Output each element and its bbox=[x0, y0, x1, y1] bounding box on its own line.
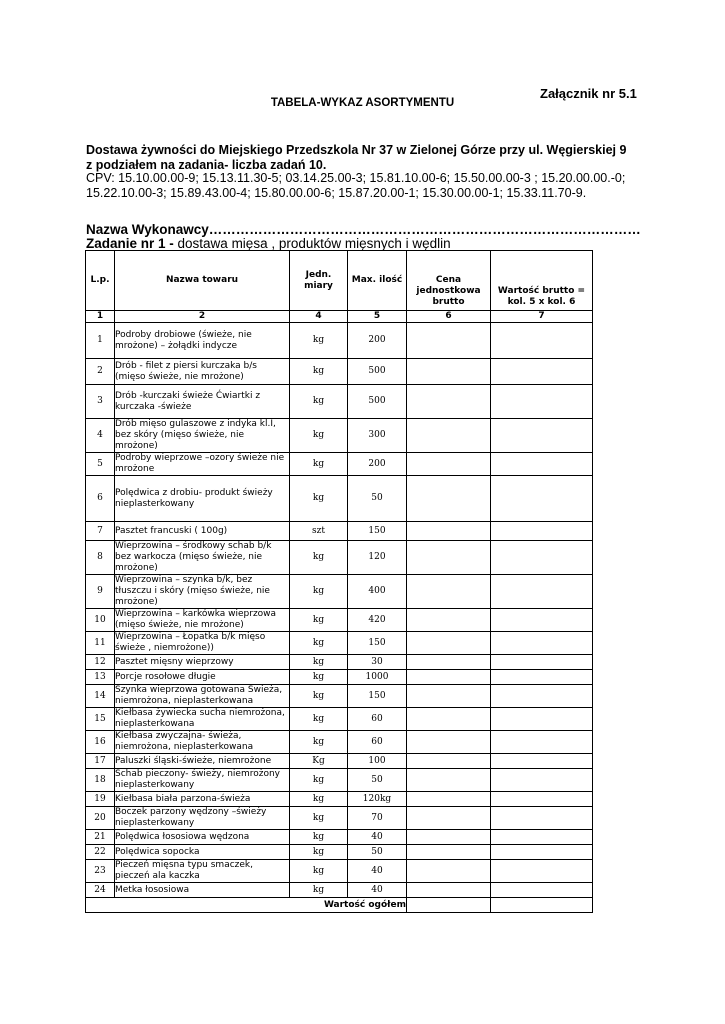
table-row bbox=[86, 541, 593, 575]
unit-price-cell[interactable] bbox=[407, 807, 491, 830]
max-quantity: 1000 bbox=[348, 670, 407, 685]
gross-value-cell[interactable] bbox=[491, 807, 593, 830]
max-quantity: 200 bbox=[348, 323, 407, 359]
product-name: Szynka wieprzowa gotowana Świeża, niemrożona, nieplasterkowana bbox=[115, 685, 290, 708]
gross-value-cell[interactable] bbox=[491, 575, 593, 609]
row-number: 23 bbox=[86, 860, 115, 883]
max-quantity: 40 bbox=[348, 860, 407, 883]
total-value-cell[interactable] bbox=[491, 898, 593, 913]
column-number: 5 bbox=[348, 311, 407, 323]
unit-of-measure: kg bbox=[290, 655, 348, 670]
unit-price-cell[interactable] bbox=[407, 632, 491, 655]
header-max-quantity: Max. ilość bbox=[348, 251, 407, 311]
product-name: Boczek parzony wędzony –świeży nieplasterkowany bbox=[115, 807, 290, 830]
document-title: TABELA-WYKAZ ASORTYMENTU bbox=[270, 97, 455, 109]
row-number: 7 bbox=[86, 522, 115, 541]
product-name: Pasztet mięsny wieprzowy bbox=[115, 655, 290, 670]
unit-price-cell[interactable] bbox=[407, 323, 491, 359]
unit-price-cell[interactable] bbox=[407, 385, 491, 419]
unit-price-cell[interactable] bbox=[407, 860, 491, 883]
row-number: 12 bbox=[86, 655, 115, 670]
cpv-line-1: CPV: 15.10.00.00-9; 15.13.11.30-5; 03.14.25.00-3; 15.81.10.00-6; 15.50.00.00-3 ; 15.20.00.00.-0; bbox=[86, 171, 626, 185]
gross-value-cell[interactable] bbox=[491, 476, 593, 522]
row-number: 14 bbox=[86, 685, 115, 708]
unit-of-measure: kg bbox=[290, 323, 348, 359]
row-number: 24 bbox=[86, 883, 115, 898]
gross-value-cell[interactable] bbox=[491, 453, 593, 476]
unit-price-cell[interactable] bbox=[407, 453, 491, 476]
row-number: 15 bbox=[86, 708, 115, 731]
max-quantity: 40 bbox=[348, 830, 407, 845]
column-number: 7 bbox=[491, 311, 593, 323]
unit-price-cell[interactable] bbox=[407, 769, 491, 792]
product-name: Polędwica z drobiu- produkt świeży nieplasterkowany bbox=[115, 476, 290, 522]
unit-price-cell[interactable] bbox=[407, 522, 491, 541]
unit-of-measure: kg bbox=[290, 453, 348, 476]
table-row bbox=[86, 655, 593, 670]
unit-of-measure: kg bbox=[290, 685, 348, 708]
row-number: 17 bbox=[86, 754, 115, 769]
table-row bbox=[86, 670, 593, 685]
gross-value-cell[interactable] bbox=[491, 323, 593, 359]
max-quantity: 60 bbox=[348, 731, 407, 754]
product-name: Pieczeń mięsna typu smaczek, pieczeń ala kaczka bbox=[115, 860, 290, 883]
row-number: 8 bbox=[86, 541, 115, 575]
row-number: 6 bbox=[86, 476, 115, 522]
table-row bbox=[86, 522, 593, 541]
gross-value-cell[interactable] bbox=[491, 632, 593, 655]
column-number: 4 bbox=[290, 311, 348, 323]
unit-price-cell[interactable] bbox=[407, 845, 491, 860]
product-name: Paluszki śląski-świeże, niemrożone bbox=[115, 754, 290, 769]
max-quantity: 30 bbox=[348, 655, 407, 670]
unit-price-cell[interactable] bbox=[407, 541, 491, 575]
unit-of-measure: kg bbox=[290, 670, 348, 685]
table-row bbox=[86, 860, 593, 883]
table-row bbox=[86, 708, 593, 731]
max-quantity: 150 bbox=[348, 685, 407, 708]
unit-of-measure: kg bbox=[290, 860, 348, 883]
table-row bbox=[86, 453, 593, 476]
product-name: Schab pieczony- świeży, niemrożony nieplasterkowany bbox=[115, 769, 290, 792]
product-name: Porcje rosołowe długie bbox=[115, 670, 290, 685]
unit-price-cell[interactable] bbox=[407, 609, 491, 632]
unit-of-measure: kg bbox=[290, 419, 348, 453]
intro-line-1: Dostawa żywności do Miejskiego Przedszkola Nr 37 w Zielonej Górze przy ul. Węgierskiej 9 bbox=[86, 143, 627, 157]
unit-price-cell[interactable] bbox=[407, 670, 491, 685]
row-number: 13 bbox=[86, 670, 115, 685]
table-row bbox=[86, 883, 593, 898]
table-row bbox=[86, 632, 593, 655]
task-heading bbox=[86, 236, 451, 251]
product-name: Kiełbasa biała parzona-świeża bbox=[115, 792, 290, 807]
unit-price-cell[interactable] bbox=[407, 792, 491, 807]
unit-price-cell[interactable] bbox=[407, 655, 491, 670]
table-row bbox=[86, 807, 593, 830]
gross-value-cell[interactable] bbox=[491, 670, 593, 685]
unit-of-measure: kg bbox=[290, 792, 348, 807]
intro-line-2: z podziałem na zadania- liczba zadań 10. bbox=[86, 158, 327, 172]
gross-value-cell[interactable] bbox=[491, 522, 593, 541]
max-quantity: 300 bbox=[348, 419, 407, 453]
product-name: Drób mięso gulaszowe z indyka kl.I, bez skóry (mięso świeże, nie mrożone) bbox=[115, 419, 290, 453]
max-quantity: 60 bbox=[348, 708, 407, 731]
product-name: Kiełbasa żywiecka sucha niemrożona, nieplasterkowana bbox=[115, 708, 290, 731]
table-row bbox=[86, 845, 593, 860]
unit-of-measure: kg bbox=[290, 632, 348, 655]
max-quantity: 500 bbox=[348, 359, 407, 385]
unit-of-measure: kg bbox=[290, 609, 348, 632]
table-row bbox=[86, 830, 593, 845]
product-name: Metka łososiowa bbox=[115, 883, 290, 898]
table-row bbox=[86, 609, 593, 632]
total-row bbox=[86, 898, 593, 913]
unit-of-measure: kg bbox=[290, 359, 348, 385]
row-number: 21 bbox=[86, 830, 115, 845]
row-number: 22 bbox=[86, 845, 115, 860]
unit-of-measure: szt bbox=[290, 522, 348, 541]
product-name: Polędwica łososiowa wędzona bbox=[115, 830, 290, 845]
table-row bbox=[86, 731, 593, 754]
row-number: 11 bbox=[86, 632, 115, 655]
unit-price-cell[interactable] bbox=[407, 359, 491, 385]
header-unit-price: Cena jednostkowa brutto bbox=[407, 251, 491, 311]
table-row bbox=[86, 792, 593, 807]
unit-price-cell[interactable] bbox=[407, 685, 491, 708]
row-number: 1 bbox=[86, 323, 115, 359]
task-prefix: Zadanie nr 1 - bbox=[86, 236, 178, 251]
unit-price-cell[interactable] bbox=[407, 754, 491, 769]
max-quantity: 500 bbox=[348, 385, 407, 419]
gross-value-cell[interactable] bbox=[491, 708, 593, 731]
unit-of-measure: kg bbox=[290, 830, 348, 845]
max-quantity: 400 bbox=[348, 575, 407, 609]
row-number: 4 bbox=[86, 419, 115, 453]
table-row bbox=[86, 476, 593, 522]
cpv-line-2: 15.22.10.00-3; 15.89.43.00-4; 15.80.00.00-6; 15.87.20.00-1; 15.30.00.00-1; 15.33.11.70-9. bbox=[86, 186, 587, 200]
row-number: 2 bbox=[86, 359, 115, 385]
gross-value-cell[interactable] bbox=[491, 655, 593, 670]
row-number: 3 bbox=[86, 385, 115, 419]
header-unit: Jedn. miary bbox=[290, 251, 348, 311]
table-header-row bbox=[86, 251, 593, 311]
task-description: dostawa mięsa , produktów mięsnych i wędlin bbox=[177, 236, 451, 251]
gross-value-cell[interactable] bbox=[491, 359, 593, 385]
max-quantity: 150 bbox=[348, 632, 407, 655]
product-name: Drób -kurczaki świeże Ćwiartki z kurczaka -świeże bbox=[115, 385, 290, 419]
max-quantity: 40 bbox=[348, 883, 407, 898]
product-name: Podroby wieprzowe –ozory świeże nie mrożone bbox=[115, 453, 290, 476]
product-name: Wieprzowina – środkowy schab b/k bez warkocza (mięso świeże, nie mrożone) bbox=[115, 541, 290, 575]
gross-value-cell[interactable] bbox=[491, 419, 593, 453]
row-number: 19 bbox=[86, 792, 115, 807]
row-number: 20 bbox=[86, 807, 115, 830]
product-name: Kiełbasa zwyczajna- świeża, niemrożona, nieplasterkowana bbox=[115, 731, 290, 754]
total-label: Wartość ogółem bbox=[86, 898, 407, 913]
max-quantity: 420 bbox=[348, 609, 407, 632]
product-name: Wieprzowina – Łopatka b/k mięso świeże , niemrożone)) bbox=[115, 632, 290, 655]
unit-of-measure: kg bbox=[290, 807, 348, 830]
table-row bbox=[86, 385, 593, 419]
row-number: 5 bbox=[86, 453, 115, 476]
row-number: 16 bbox=[86, 731, 115, 754]
unit-of-measure: kg bbox=[290, 731, 348, 754]
max-quantity: 120 bbox=[348, 541, 407, 575]
max-quantity: 120kg bbox=[348, 792, 407, 807]
contractor-name-line: Nazwa Wykonawcy…………………………………………………………………………………… bbox=[86, 222, 641, 237]
unit-price-cell[interactable] bbox=[407, 708, 491, 731]
max-quantity: 50 bbox=[348, 845, 407, 860]
gross-value-cell[interactable] bbox=[491, 609, 593, 632]
unit-price-cell[interactable] bbox=[407, 830, 491, 845]
product-name: Drób - filet z piersi kurczaka b/s (mięso świeże, nie mrożone) bbox=[115, 359, 290, 385]
table-row bbox=[86, 359, 593, 385]
header-product-name: Nazwa towaru bbox=[115, 251, 290, 311]
header-lp: L.p. bbox=[86, 251, 115, 311]
product-name: Polędwica sopocka bbox=[115, 845, 290, 860]
gross-value-cell[interactable] bbox=[491, 792, 593, 807]
max-quantity: 70 bbox=[348, 807, 407, 830]
row-number: 9 bbox=[86, 575, 115, 609]
table-row bbox=[86, 754, 593, 769]
gross-value-cell[interactable] bbox=[491, 845, 593, 860]
gross-value-cell[interactable] bbox=[491, 731, 593, 754]
unit-of-measure: kg bbox=[290, 541, 348, 575]
table-row bbox=[86, 685, 593, 708]
column-number: 1 bbox=[86, 311, 115, 323]
gross-value-cell[interactable] bbox=[491, 860, 593, 883]
unit-price-cell[interactable] bbox=[407, 476, 491, 522]
column-number-row bbox=[86, 311, 593, 323]
gross-value-cell[interactable] bbox=[491, 883, 593, 898]
table-row bbox=[86, 575, 593, 609]
unit-price-cell[interactable] bbox=[407, 883, 491, 898]
max-quantity: 100 bbox=[348, 754, 407, 769]
row-number: 10 bbox=[86, 609, 115, 632]
max-quantity: 150 bbox=[348, 522, 407, 541]
product-name: Podroby drobiowe (świeże, nie mrożone) – żołądki indycze bbox=[115, 323, 290, 359]
unit-price-cell[interactable] bbox=[407, 731, 491, 754]
product-name: Wieprzowina – szynka b/k, bez tłuszczu i skóry (mięso świeże, nie mrożone) bbox=[115, 575, 290, 609]
column-number: 6 bbox=[407, 311, 491, 323]
table-row bbox=[86, 419, 593, 453]
gross-value-cell[interactable] bbox=[491, 685, 593, 708]
gross-value-cell[interactable] bbox=[491, 541, 593, 575]
gross-value-cell[interactable] bbox=[491, 830, 593, 845]
gross-value-cell[interactable] bbox=[491, 385, 593, 419]
unit-of-measure: kg bbox=[290, 708, 348, 731]
product-name: Pasztet francuski ( 100g) bbox=[115, 522, 290, 541]
unit-of-measure: kg bbox=[290, 476, 348, 522]
total-price-cell[interactable] bbox=[407, 898, 491, 913]
max-quantity: 50 bbox=[348, 769, 407, 792]
row-number: 18 bbox=[86, 769, 115, 792]
header-gross-value: Wartość brutto = kol. 5 x kol. 6 bbox=[491, 251, 593, 311]
max-quantity: 200 bbox=[348, 453, 407, 476]
assortment-table bbox=[85, 250, 593, 913]
table-row bbox=[86, 323, 593, 359]
unit-of-measure: Kg bbox=[290, 754, 348, 769]
gross-value-cell[interactable] bbox=[491, 769, 593, 792]
unit-of-measure: kg bbox=[290, 845, 348, 860]
unit-price-cell[interactable] bbox=[407, 575, 491, 609]
unit-of-measure: kg bbox=[290, 769, 348, 792]
table-row bbox=[86, 769, 593, 792]
unit-of-measure: kg bbox=[290, 883, 348, 898]
unit-of-measure: kg bbox=[290, 385, 348, 419]
unit-of-measure: kg bbox=[290, 575, 348, 609]
gross-value-cell[interactable] bbox=[491, 754, 593, 769]
column-number: 2 bbox=[115, 311, 290, 323]
product-name: Wieprzowina – karkówka wieprzowa (mięso świeże, nie mrożone) bbox=[115, 609, 290, 632]
annex-label: Załącznik nr 5.1 bbox=[540, 86, 637, 101]
max-quantity: 50 bbox=[348, 476, 407, 522]
unit-price-cell[interactable] bbox=[407, 419, 491, 453]
